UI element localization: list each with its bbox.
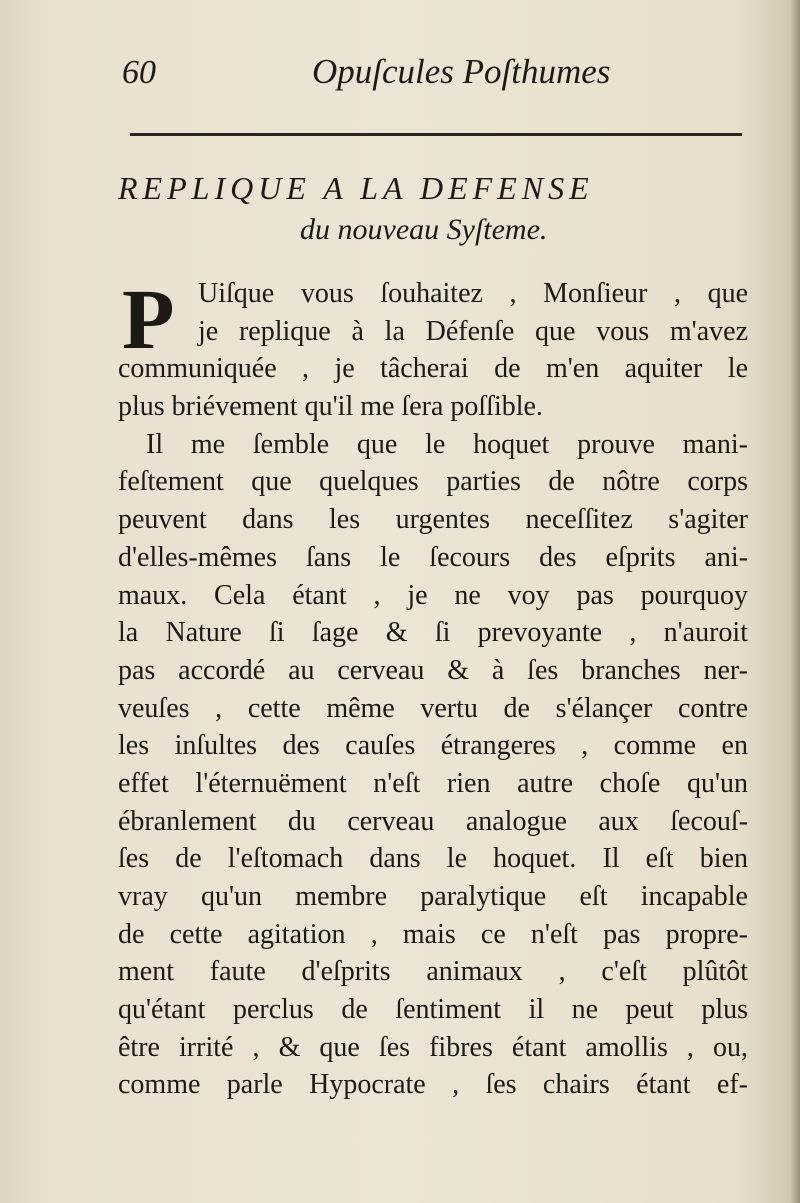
text-line: maux. Cela étant , je ne voy pas pourquoy — [118, 579, 748, 611]
text-line: ment faute d'eſprits animaux , c'eſt plûtôt — [118, 956, 748, 988]
text-line: comme parle Hypocrate , ſes chairs étant ef- — [118, 1069, 748, 1101]
section-heading: REPLIQUE A LA DEFENSE — [118, 170, 594, 206]
running-title: Opuſcules Poſthumes — [312, 52, 611, 91]
text-line: qu'étant perclus de ſentiment il ne peut plus — [118, 994, 748, 1026]
text-line: Uiſque vous ſouhaitez , Monſieur , que — [198, 278, 748, 309]
text-line: être irrité , & que ſes fibres étant amollis , ou, — [118, 1031, 748, 1063]
text-line: Il me ſemble que le hoquet prouve mani- — [146, 428, 748, 460]
drop-cap: P — [122, 271, 175, 367]
text-line: ſes de l'eſtomach dans le hoquet. Il eſt bien — [118, 843, 748, 875]
text-line: pas accordé au cerveau & à ſes branches ner- — [118, 654, 748, 686]
body-text — [118, 271, 748, 1104]
page-edge-shadow — [790, 0, 800, 1203]
text-line: vray qu'un membre paralytique eſt incapable — [118, 881, 748, 912]
page-header — [122, 50, 742, 100]
section-subheading: du nouveau Syſteme. — [300, 213, 548, 246]
text-line: feſtement que quelques parties de nôtre corps — [118, 466, 748, 498]
text-line: communiquée , je tâcherai de m'en aquiter le — [118, 353, 748, 385]
text-line: la Nature ſi ſage & ſi prevoyante , n'auroit — [118, 617, 748, 649]
page-number: 60 — [122, 54, 156, 91]
text-line: effet l'éternuëment n'eſt rien autre choſe qu'un — [118, 767, 748, 799]
text-line: d'elles-mêmes ſans le ſecours des eſprits ani- — [118, 541, 748, 573]
text-line: veuſes , cette même vertu de s'élançer contre — [118, 692, 748, 724]
header-rule — [130, 133, 742, 136]
text-line: les inſultes des cauſes étrangeres , comme en — [118, 730, 748, 762]
text-line: ébranlement du cerveau analogue aux ſecouſ- — [118, 805, 748, 837]
text-line: peuvent dans les urgentes neceſſitez s'agiter — [118, 504, 748, 536]
text-line: je replique à la Défenſe que vous m'avez — [198, 315, 748, 347]
text-line: plus briévement qu'il me ſera poſſible. — [118, 391, 543, 423]
text-line: de cette agitation , mais ce n'eſt pas propre- — [118, 918, 748, 950]
